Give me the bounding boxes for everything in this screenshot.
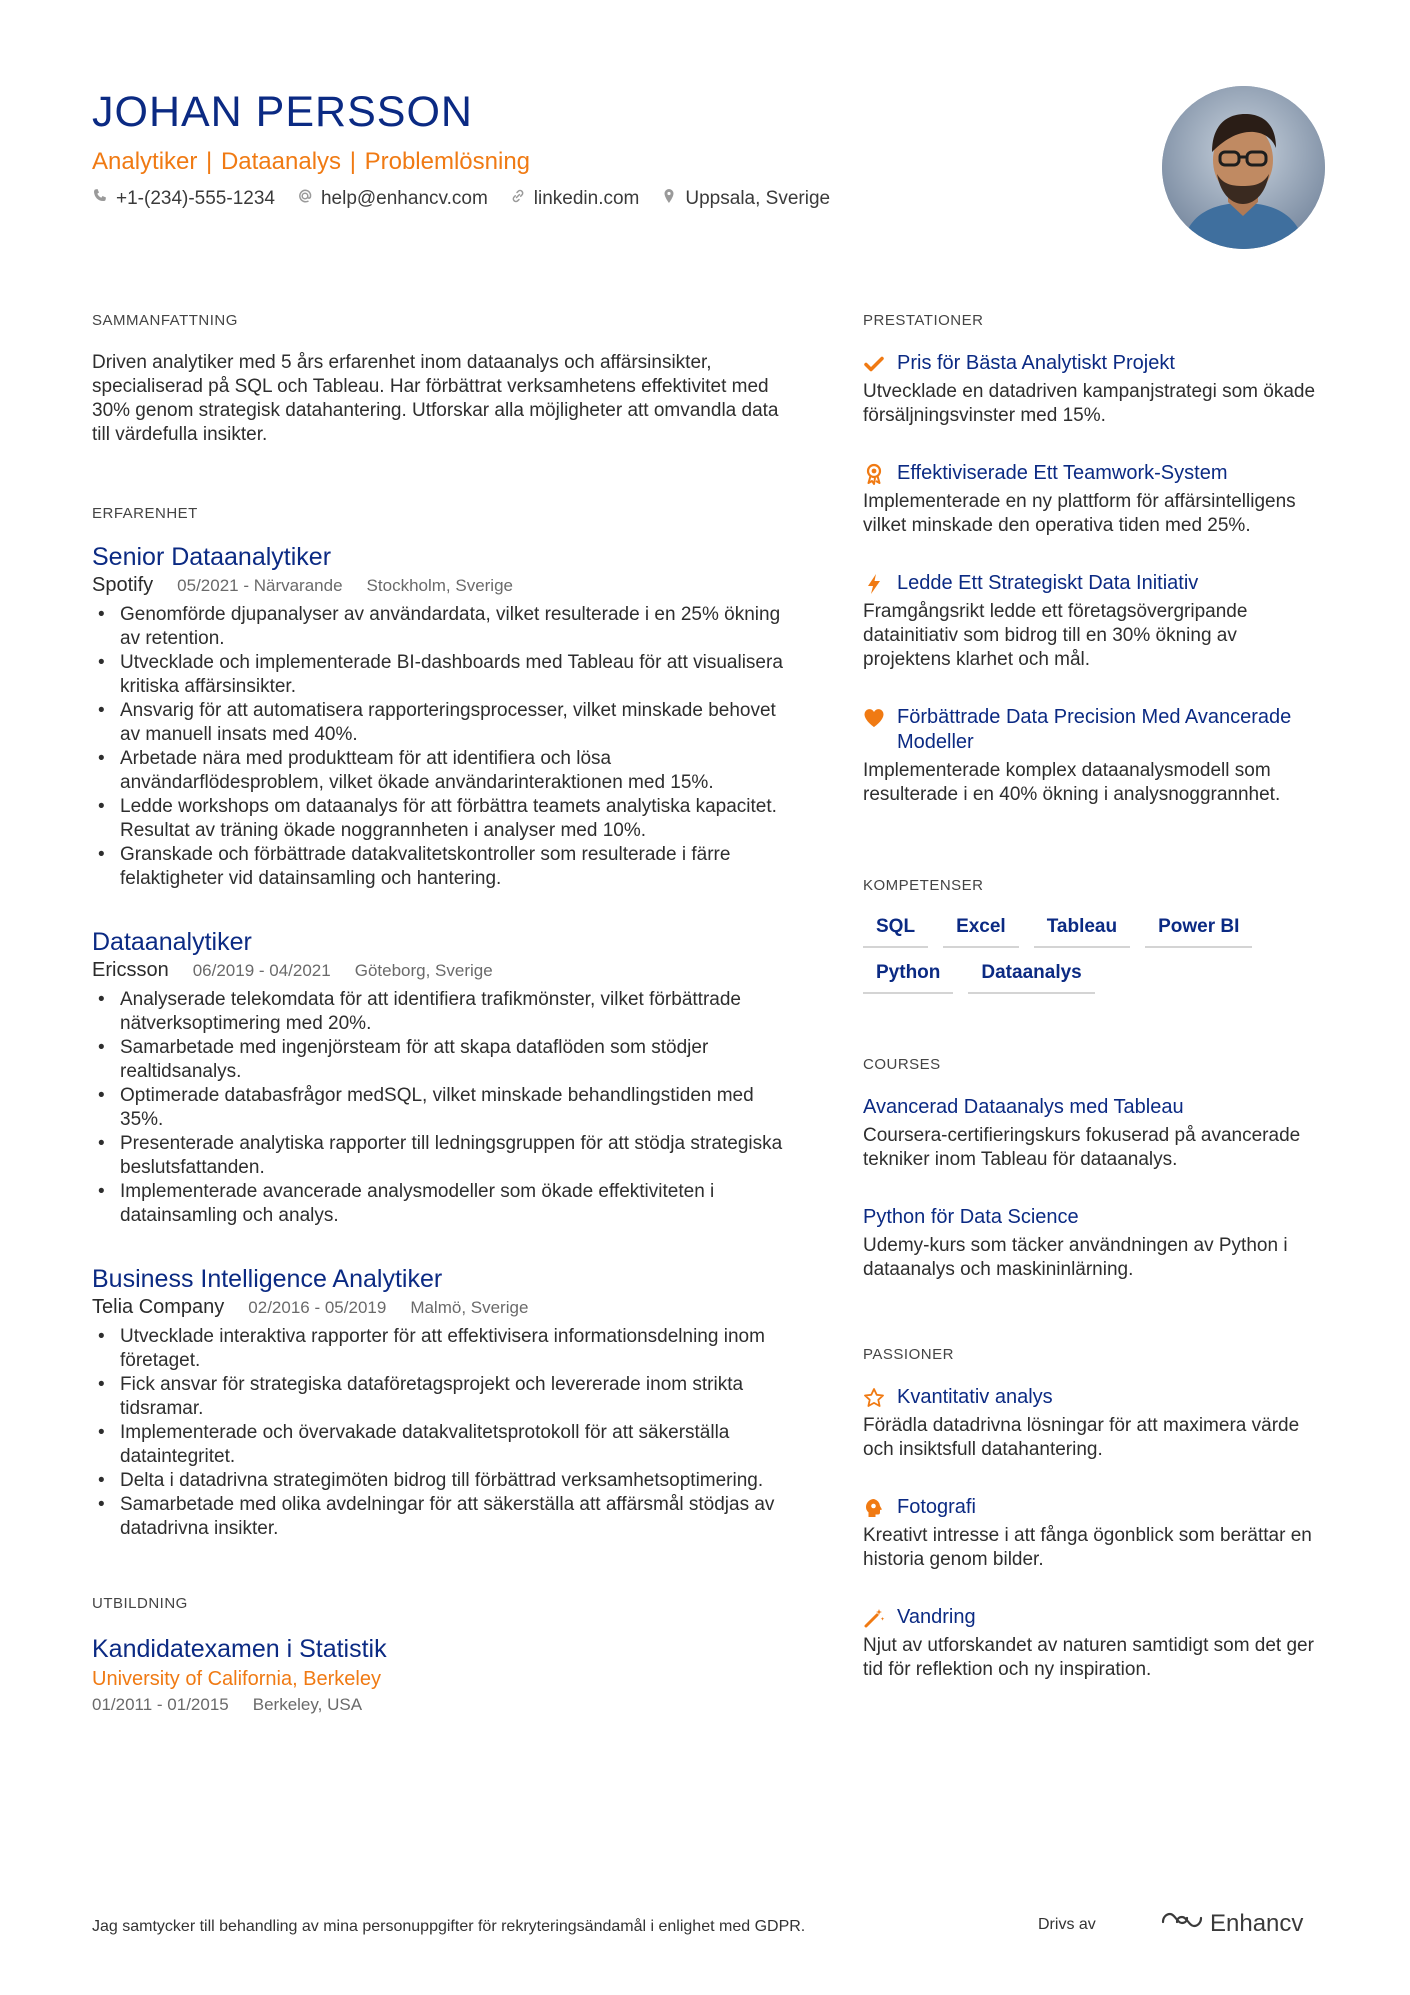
- passion-title: Kvantitativ analys: [897, 1386, 1053, 1408]
- achievement-title: Pris för Bästa Analytiskt Projekt: [897, 352, 1175, 374]
- skill-tag: Excel: [943, 916, 1019, 948]
- section-title-skills: KOMPETENSER: [863, 877, 984, 894]
- passion-desc: Kreativt intresse i att fånga ögonblick som berättar en historia genom bilder.: [863, 1525, 1312, 1570]
- section-title-achievements: PRESTATIONER: [863, 312, 984, 329]
- headline-role: Dataanalys: [220, 148, 342, 175]
- education-degree: Kandidatexamen i Statistik: [92, 1635, 387, 1663]
- education-meta: [92, 1695, 792, 1715]
- enhancv-logo-icon: [1160, 1908, 1204, 1939]
- head-idea-icon: [863, 1497, 885, 1519]
- achievement-title: Ledde Ett Strategiskt Data Initiativ: [897, 572, 1199, 594]
- skill-tag: Power BI: [1145, 916, 1252, 948]
- course-item: [863, 1095, 1328, 1172]
- passion-desc: Förädla datadrivna lösningar för att maximera värde och insiktsfull datahantering.: [863, 1415, 1300, 1460]
- course-title: Python för Data Science: [863, 1206, 1079, 1228]
- job-entry: [92, 542, 792, 891]
- job-location: Göteborg, Sverige: [354, 961, 493, 980]
- list-item: • Fick ansvar för strategiska dataföretagsprojekt och levererade inom strikta tidsramar.: [92, 1373, 792, 1421]
- lightning-bolt-icon: [863, 573, 885, 595]
- contact-phone[interactable]: [92, 188, 275, 210]
- list-item: • Delta i datadrivna strategimöten bidrog till förbättrad verksamhetsoptimering.: [92, 1469, 792, 1493]
- list-item: • Samarbetade med ingenjörsteam för att skapa dataflöden som stödjer realtidsanalys.: [92, 1036, 792, 1084]
- list-item: • Analyserade telekomdata för att identifiera trafikmönster, vilket förbättrade nätverksoptimering med 20%.: [92, 988, 792, 1036]
- link-icon: [510, 188, 526, 210]
- email-text: help@enhancv.com: [320, 188, 488, 209]
- achievement-item: [863, 705, 1328, 807]
- job-location: Stockholm, Sverige: [366, 576, 513, 595]
- job-bullets: [92, 603, 792, 891]
- achievement-title: Effektiviserade Ett Teamwork-System: [897, 462, 1228, 484]
- list-item: • Optimerade databasfrågor medSQL, vilket minskade behandlingstiden med 35%.: [92, 1084, 792, 1132]
- section-title-experience: ERFARENHET: [92, 505, 198, 522]
- list-item: • Presenterade analytiska rapporter till ledningsgruppen för att stödja strategiska beslutsfattanden.: [92, 1132, 792, 1180]
- summary-text: Driven analytiker med 5 års erfarenhet inom dataanalys och affärsinsikter, specialiserad på SQL och Tableau. Har förbättrat verksamhetens effektivitet med 30% genom strategisk datahantering. Utforskar alla möjligheter att omvandla data till värdefulla insikter.: [92, 352, 779, 445]
- brand-logo[interactable]: [1160, 1908, 1303, 1939]
- course-item: [863, 1205, 1328, 1282]
- contact-bar: [92, 188, 830, 210]
- headline-separator: |: [349, 148, 356, 175]
- list-item: • Samarbetade med olika avdelningar för att säkerställa att affärsmål stödjas av datadrivna insikter.: [92, 1493, 792, 1541]
- list-item: • Implementerade och övervakade datakvalitetsprotokoll för att säkerställa dataintegritet.: [92, 1421, 792, 1469]
- job-meta: [92, 959, 792, 982]
- job-dates: 05/2021 - Närvarande: [177, 576, 343, 595]
- education-location: Berkeley, USA: [252, 1695, 363, 1714]
- list-item: • Arbetade nära med produktteam för att identifiera och lösa användarflödesproblem, vilket ökade användarinteraktionen med 15%.: [92, 747, 792, 795]
- gdpr-consent: Jag samtycker till behandling av mina personuppgifter för rekryteringsändamål i enlighet med GDPR.: [92, 1918, 806, 1935]
- achievement-desc: Implementerade komplex dataanalysmodell som resulterade i en 40% ökning i analysnoggrannhet.: [863, 760, 1281, 805]
- list-item: • Genomförde djupanalyser av användardata, vilket resulterade i en 25% ökning av retention.: [92, 603, 792, 651]
- education-entry: [92, 1634, 792, 1715]
- skill-tag: SQL: [863, 916, 928, 948]
- headline-role: Analytiker: [92, 148, 198, 175]
- powered-by-label: Drivs av: [1038, 1916, 1096, 1933]
- section-title-summary: SAMMANFATTNING: [92, 312, 238, 329]
- job-dates: 02/2016 - 05/2019: [248, 1298, 387, 1317]
- job-dates: 06/2019 - 04/2021: [192, 961, 331, 980]
- achievement-desc: Utvecklade en datadriven kampanjstrategi som ökade försäljningsvinster med 15%.: [863, 381, 1316, 426]
- achievement-item: [863, 461, 1328, 538]
- education-dates: 01/2011 - 01/2015: [92, 1695, 229, 1714]
- section-title-education: UTBILDNING: [92, 1595, 188, 1612]
- job-entry: [92, 1264, 792, 1541]
- avatar: [1162, 86, 1325, 249]
- achievement-title: Förbättrade Data Precision Med Avancerade Modeller: [897, 706, 1292, 753]
- contact-location: [661, 188, 830, 210]
- contact-email[interactable]: [297, 188, 488, 210]
- section-title-courses: COURSES: [863, 1056, 941, 1073]
- linkedin-text: linkedin.com: [533, 188, 640, 209]
- job-location: Malmö, Sverige: [410, 1298, 529, 1317]
- achievement-item: [863, 571, 1328, 672]
- candidate-name: JOHAN PERSSON: [92, 88, 473, 136]
- course-desc: Udemy-kurs som täcker användningen av Python i dataanalys och maskininlärning.: [863, 1235, 1288, 1280]
- passion-item: [863, 1605, 1328, 1682]
- heart-icon: [863, 707, 885, 729]
- phone-text: +1-(234)-555-1234: [116, 188, 275, 209]
- passion-item: [863, 1495, 1328, 1572]
- left-column: [92, 312, 792, 1715]
- list-item: • Ansvarig för att automatisera rapporteringsprocesser, vilket minskade behovet av manuell insats med 40%.: [92, 699, 792, 747]
- job-bullets: [92, 1325, 792, 1541]
- at-icon: [297, 188, 313, 210]
- job-title: Business Intelligence Analytiker: [92, 1265, 443, 1293]
- contact-linkedin[interactable]: [510, 188, 640, 210]
- headline: [92, 148, 530, 176]
- achievement-item: [863, 351, 1328, 428]
- list-item: • Granskade och förbättrade datakvalitetskontroller som resulterade i färre felaktigheter vid datainsamling och hantering.: [92, 843, 792, 891]
- headline-role: Problemlösning: [364, 148, 531, 175]
- list-item: • Ledde workshops om dataanalys för att förbättra teamets analytiska kapacitet. Resultat av träning ökade noggrannheten i analyser med 10%.: [92, 795, 792, 843]
- course-title: Avancerad Dataanalys med Tableau: [863, 1096, 1184, 1118]
- check-icon: [863, 353, 885, 375]
- headline-separator: |: [206, 148, 213, 175]
- star-icon: [863, 1387, 885, 1409]
- job-meta: [92, 574, 792, 597]
- achievement-desc: Framgångsrikt ledde ett företagsövergripande datainitiativ som bidrog till en 30% ökning av projektens klarhet och mål.: [863, 601, 1248, 670]
- location-pin-icon: [661, 188, 677, 210]
- passion-title: Vandring: [897, 1606, 976, 1628]
- passion-title: Fotografi: [897, 1496, 976, 1518]
- brand-name: Enhancv: [1210, 1909, 1304, 1937]
- award-ribbon-icon: [863, 463, 885, 485]
- achievement-desc: Implementerade en ny plattform för affärsintelligens vilket minskade den operativa tiden med 25%.: [863, 491, 1296, 536]
- job-company: Spotify: [92, 574, 154, 596]
- course-desc: Coursera-certifieringskurs fokuserad på avancerade tekniker inom Tableau för dataanalys.: [863, 1125, 1301, 1170]
- job-meta: [92, 1296, 792, 1319]
- passion-item: [863, 1385, 1328, 1462]
- section-title-passions: PASSIONER: [863, 1346, 954, 1363]
- list-item: • Implementerade avancerade analysmodeller som ökade effektiviteten i datainsamling och analys.: [92, 1180, 792, 1228]
- job-title: Dataanalytiker: [92, 928, 252, 956]
- job-company: Ericsson: [92, 959, 169, 981]
- location-text: Uppsala, Sverige: [685, 188, 831, 209]
- job-entry: [92, 927, 792, 1228]
- skills-list: [863, 916, 1328, 994]
- magic-wand-icon: [863, 1607, 885, 1629]
- skill-tag: Tableau: [1034, 916, 1130, 948]
- job-company: Telia Company: [92, 1296, 225, 1318]
- list-item: • Utvecklade och implementerade BI-dashboards med Tableau för att visualisera kritiska affärsinsikter.: [92, 651, 792, 699]
- list-item: • Utvecklade interaktiva rapporter för att effektivisera informationsdelning inom företaget.: [92, 1325, 792, 1373]
- job-bullets: [92, 988, 792, 1228]
- job-title: Senior Dataanalytiker: [92, 543, 332, 571]
- skill-tag: Dataanalys: [968, 962, 1094, 994]
- right-column: [863, 312, 1328, 1682]
- passion-desc: Njut av utforskandet av naturen samtidigt som det ger tid för reflektion och ny inspiration.: [863, 1635, 1314, 1680]
- skill-tag: Python: [863, 962, 953, 994]
- education-school: University of California, Berkeley: [92, 1668, 381, 1690]
- phone-icon: [92, 188, 108, 210]
